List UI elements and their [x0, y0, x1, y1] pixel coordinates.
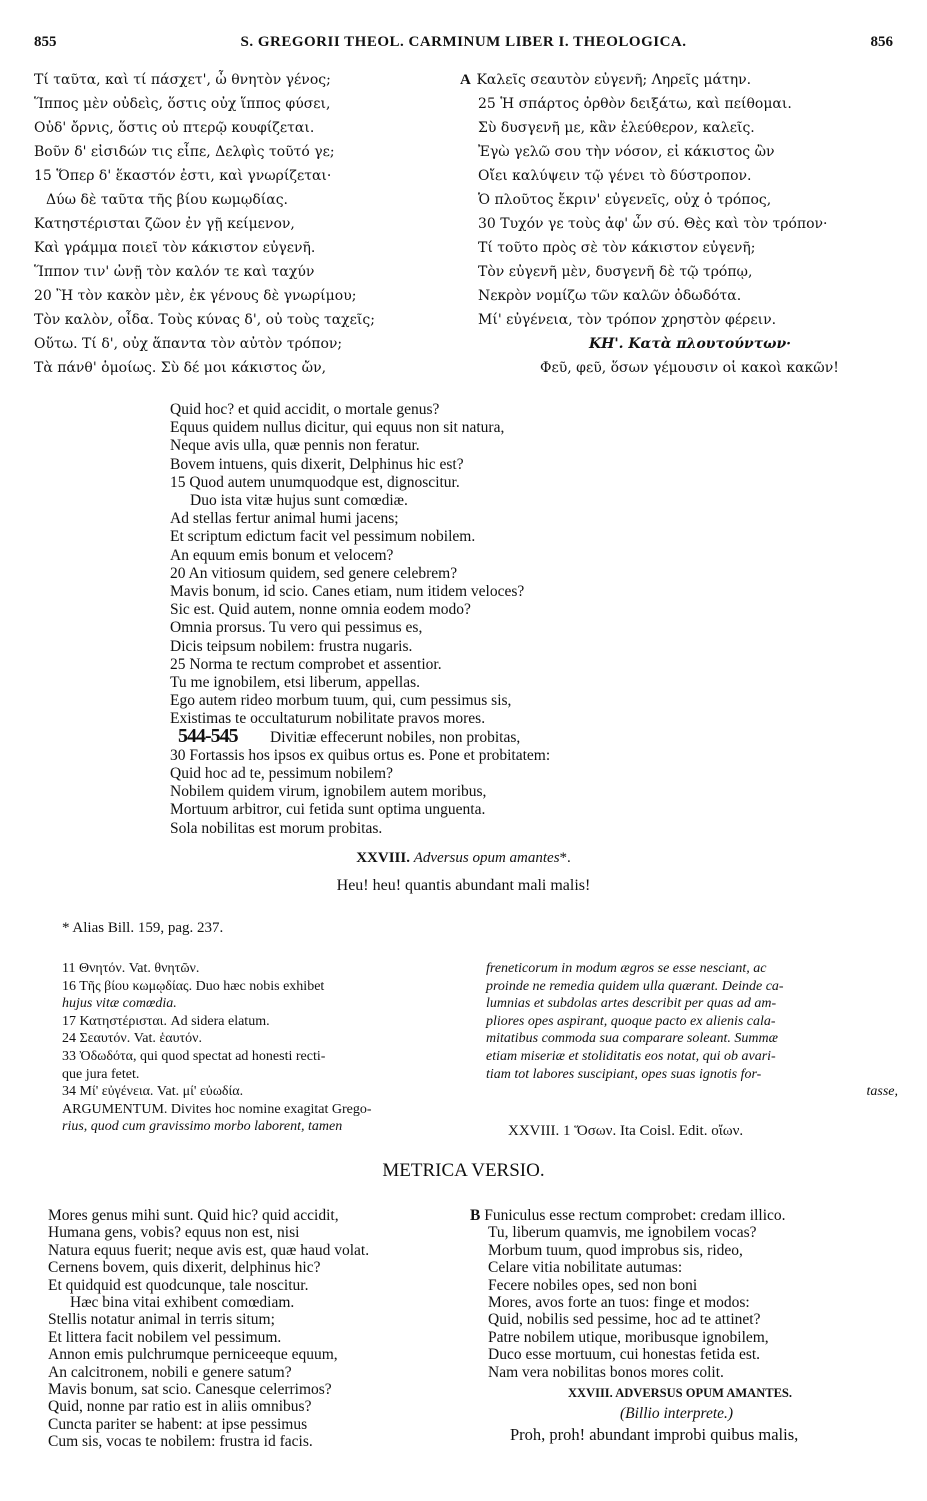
latin-line: An equum emis bonum et velocem? [170, 546, 394, 564]
verse-line: Et quidquid est quodcunque, tale noscitur. [48, 1276, 309, 1294]
latin-line: Equus quidem nullus dicitur, qui equus non sit natura, [170, 419, 505, 437]
greek-line: Τὸν εὐγενῆ μὲν, δυσγενῆ δὲ τῷ τρόπῳ, [478, 264, 753, 280]
note-line: ARGUMENTUM. Divites hoc nomine exagitat Grego- [62, 1101, 372, 1117]
verse-line: Nam vera nobilitas bonos mores colit. [488, 1363, 724, 1381]
latin-line: Neque avis ulla, quæ pennis non feratur. [170, 437, 420, 455]
greek-text-right [460, 68, 900, 380]
greek-line: Μί' εὐγένεια, τὸν τρόπον χρηστὸν φέρειν. [478, 312, 777, 328]
note-line: 16 Τῆς βίου κωμῳδίας. Duo hæc nobis exhibet [62, 978, 325, 994]
greek-line: 20 Ἢ τὸν κακὸν μὲν, ἐκ γένους δὲ γνωρίμου; [34, 288, 357, 304]
metrica-heading: METRICA VERSIO. [382, 1160, 545, 1181]
running-title: S. GREGORII THEOL. CARMINUM LIBER I. THEOLOGICA. [240, 34, 687, 50]
greek-line: Τί τοῦτο πρὸς σὲ τὸν κάκιστον εὐγενῆ; [478, 240, 756, 256]
column-marker: A [460, 72, 471, 88]
greek-line: 15 Ὅπερ δ' ἕκαστόν ἐστι, καὶ γνωρίζεται· [34, 168, 332, 184]
latin-line: Mavis bonum, id scio. Canes etiam, num itidem veloces? [170, 583, 525, 601]
latin-poem-first-line: Heu! heu! quantis abundant mali malis! [336, 877, 591, 894]
note-line: 17 Κατηστέρισται. Ad sidera elatum. [62, 1013, 270, 1029]
greek-poem-first-line: Φεῦ, φεῦ, ὅσων γέμουσιν οἱ κακοὶ κακῶν! [540, 360, 839, 376]
verse-line: Annon emis pulchrumque perniceeque equum, [48, 1346, 338, 1364]
right-poem-sub: (Billio interprete.) [620, 1405, 734, 1423]
latin-line: Nobilem quidem virum, ignobilem autem moribus, [170, 783, 487, 801]
note-line: pliores opes aspirant, quoque pacto ex alienis cala- [486, 1013, 776, 1029]
greek-line: Καλεῖς σεαυτὸν εὐγενῆ; Ληρεῖς μάτην. [476, 72, 752, 88]
note-line: tiam tot labores suscipiant, opes suas ignotis for- [486, 1066, 762, 1082]
greek-line: Τὰ πάνθ' ὁμοίως. Σὺ δέ μοι κάκιστος ὤν, [34, 360, 327, 376]
greek-line: 30 Τυχόν γε τοὺς ἀφ' ὧν σύ. Θὲς καὶ τὸν τρόπον· [478, 216, 828, 232]
greek-line: Τί ταῦτα, καὶ τί πάσχετ', ὦ θνητὸν γένος; [34, 72, 331, 88]
latin-line: Duo ista vitæ hujus sunt comœdiæ. [190, 492, 408, 510]
greek-line: Οἴει καλύψειν τῷ γένει τὸ δύστροπον. [478, 168, 752, 184]
latin-line: Ego autem rideo morbum tuum, qui, cum pessimus sis, [170, 692, 512, 710]
note-line: 24 Σεαυτόν. Vat. ἑαυτόν. [62, 1031, 203, 1047]
verse-line: An calcitronem, nobili e genere satum? [48, 1363, 292, 1381]
running-header [34, 34, 893, 58]
notes-left [62, 960, 462, 1136]
latin-line: Et scriptum edictum facit vel pessimum nobilem. [170, 528, 476, 546]
greek-line: Ἵππος μὲν οὐδεὶς, ὅστις οὐχ ἵππος φύσει, [34, 96, 331, 112]
latin-line: 25 Norma te rectum comprobet et assentior. [170, 655, 442, 673]
verse-line: Proh, proh! abundant improbi quibus malis, [510, 1424, 799, 1444]
note-line: rius, quod cum gravissimo morbo laborent, tamen [62, 1119, 343, 1135]
latin-line: 30 Fortassis hos ipsos ex quibus ortus es. Pone et probitatem: [170, 746, 551, 764]
greek-poem-heading: ΚΗ'. Κατὰ πλουτούντων· [588, 336, 792, 352]
latin-line: 20 An vitiosum quidem, sed genere celebrem? [170, 564, 458, 582]
verse-line: Quid, nobilis sed pessime, hoc ad te attinet? [488, 1311, 761, 1329]
greek-line: Καὶ γράμμα ποιεῖ τὸν κάκιστον εὐγενῆ. [34, 240, 316, 256]
verse-line: Natura equus fuerit; neque avis est, quæ haud volat. [48, 1241, 370, 1259]
verse-line: Funiculus esse rectum comprobet: credam illico. [484, 1207, 786, 1224]
page-number-right: 856 [870, 34, 893, 50]
verse-line: Et littera facit nobilem vel pessimum. [48, 1328, 282, 1346]
greek-line: Κατηστέρισται ζῶον ἐν γῇ κείμενον, [34, 216, 295, 232]
metrica-left [48, 1207, 463, 1451]
greek-line: 25 Ἡ σπάρτος ὀρθὸν δειξάτω, καὶ πείθομαι. [478, 96, 792, 112]
note-line: mitatibus commoda sua comparare soleant. Summæ [486, 1031, 778, 1047]
note-line: etiam miseriæ et stoliditatis eos notat, qui ob avari- [486, 1048, 776, 1064]
latin-line: 15 Quod autem unumquodque est, dignoscitur. [170, 473, 460, 491]
latin-line: Existimas te occultaturum nobilitate pravos mores. [170, 710, 486, 728]
greek-line: Βοῦν δ' εἰσιδών τις εἶπε, Δελφὶς τοῦτό γε; [34, 144, 335, 160]
verse-line: Patre nobilem utique, moribusque ignobilem, [488, 1328, 769, 1346]
note-line: proinde ne remedia quidem ulla quærant. Deinde ca- [486, 978, 784, 994]
right-poem-heading: XXVIII. ADVERSUS OPUM AMANTES. [568, 1386, 792, 1401]
column-marker: B [470, 1207, 481, 1224]
heading-title: Adversus opum amantes [413, 850, 560, 866]
note-line: freneticorum in modum ægros se esse nesciant, ac [486, 961, 767, 976]
latin-line: Bovem intuens, quis dixerit, Delphinus hic est? [170, 455, 464, 473]
latin-line: Omnia prorsus. Tu vero qui pessimus es, [170, 619, 423, 637]
page-number-left: 855 [34, 34, 57, 50]
verse-line: Duco esse mortuum, cui honestas fetida est. [488, 1346, 761, 1364]
verse-line: Cum sis, vocas te nobilem: frustra id facis. [48, 1433, 313, 1451]
metrica-right [470, 1207, 910, 1443]
verse-line: Morbum tuum, quod improbus sis, rideo, [488, 1241, 743, 1259]
latin-line: Ad stellas fertur animal humi jacens; [170, 510, 399, 528]
note-line: lumnias et subdolas artes describit per quas ad am- [486, 996, 777, 1012]
greek-line: Νεκρὸν νομίζω τῶν καλῶν ὀδωδότα. [478, 288, 742, 304]
note-line: que jura fetet. [62, 1066, 140, 1082]
verse-line: Celare vitia nobilitate autumas: [488, 1259, 683, 1277]
notes-right [486, 960, 898, 1101]
greek-line: Ἵππον τιν' ὠνῇ τὸν καλόν τε καὶ ταχύν [34, 264, 315, 280]
greek-line: Οὐδ' ὄρνις, ὅστις οὐ πτερῷ κουφίζεται. [34, 120, 315, 136]
verse-line: Mores, avos forte an tuos: finge et modos: [488, 1294, 750, 1312]
greek-line: Οὕτω. Τί δ', οὐχ ἅπαντα τὸν αὐτὸν τρόπον; [34, 336, 343, 352]
note-line: 34 Μί' εὐγένεια. Vat. μί' εὐωδία. [62, 1084, 244, 1100]
latin-poem-heading [0, 850, 927, 867]
latin-line: Divitiæ effecerunt nobiles, non probitas, [270, 728, 521, 746]
verse-line: Hæc bina vitai exhibent comœdiam. [70, 1294, 295, 1312]
latin-line: Mortuum arbitror, cui fetida sunt optima unguenta. [170, 801, 486, 819]
variant-note: XXVIII. 1 Ὅσων. Ita Coisl. Edit. οἴων. [508, 1123, 744, 1139]
footnote-star: * Alias Bill. 159, pag. 237. [62, 920, 224, 936]
greek-line: Τὸν καλὸν, οἶδα. Τοὺς κύνας δ', οὐ τοὺς ταχεῖς; [34, 312, 375, 328]
verse-line: Quid, nonne par ratio est in aliis omnibus? [48, 1398, 312, 1416]
latin-line: Sola nobilitas est morum probitas. [170, 819, 383, 837]
verse-line: Fecere nobiles opes, sed non boni [488, 1276, 698, 1294]
verse-line: Mavis bonum, sat scio. Canesque celerrimos? [48, 1381, 332, 1399]
page-marker: 544-545 [178, 725, 238, 747]
verse-line: Humana gens, vobis? equus non est, nisi [48, 1224, 300, 1242]
heading-footnote-mark: *. [559, 850, 571, 866]
greek-line: Σὺ δυσγενῆ με, κἂν ἐλεύθερον, καλεῖς. [478, 120, 755, 136]
note-line: 33 Ὀδωδότα, qui quod spectat ad honesti recti- [62, 1048, 326, 1064]
note-line: 11 Θνητόν. Vat. θνητῶν. [62, 961, 200, 976]
greek-line: Ὁ πλοῦτος ἔκριν' εὐγενεῖς, οὐχ ὁ τρόπος, [478, 192, 772, 208]
verse-line: Mores genus mihi sunt. Quid hic? quid accidit, [48, 1207, 339, 1224]
note-line: tasse, [866, 1084, 898, 1100]
latin-line: Dicis teipsum nobilem: frustra nugaris. [170, 637, 413, 655]
latin-translation [170, 401, 790, 838]
heading-number: XXVIII. [356, 850, 410, 866]
verse-line: Stellis notatur animal in terris situm; [48, 1311, 275, 1329]
latin-line: Tu me ignobilem, etsi liberum, appellas. [170, 674, 420, 692]
latin-line: Sic est. Quid autem, nonne omnia eodem modo? [170, 601, 471, 619]
verse-line: Tu, liberum quamvis, me ignobilem vocas? [488, 1224, 757, 1242]
greek-line: Ἐγὼ γελῶ σου τὴν νόσον, εἰ κάκιστος ὢν [478, 144, 775, 160]
latin-line: Quid hoc? et quid accidit, o mortale genus? [170, 401, 440, 418]
latin-line: Quid hoc ad te, pessimum nobilem? [170, 765, 393, 783]
greek-line: Δύω δὲ ταῦτα τῆς βίου κωμῳδίας. [46, 192, 288, 208]
note-line: hujus vitæ comœdia. [62, 996, 177, 1012]
verse-line: Cuncta pariter se habent: at ipse pessimus [48, 1415, 308, 1433]
greek-text-left [34, 68, 454, 380]
verse-line: Cernens bovem, quis dixerit, delphinus hic? [48, 1259, 321, 1277]
